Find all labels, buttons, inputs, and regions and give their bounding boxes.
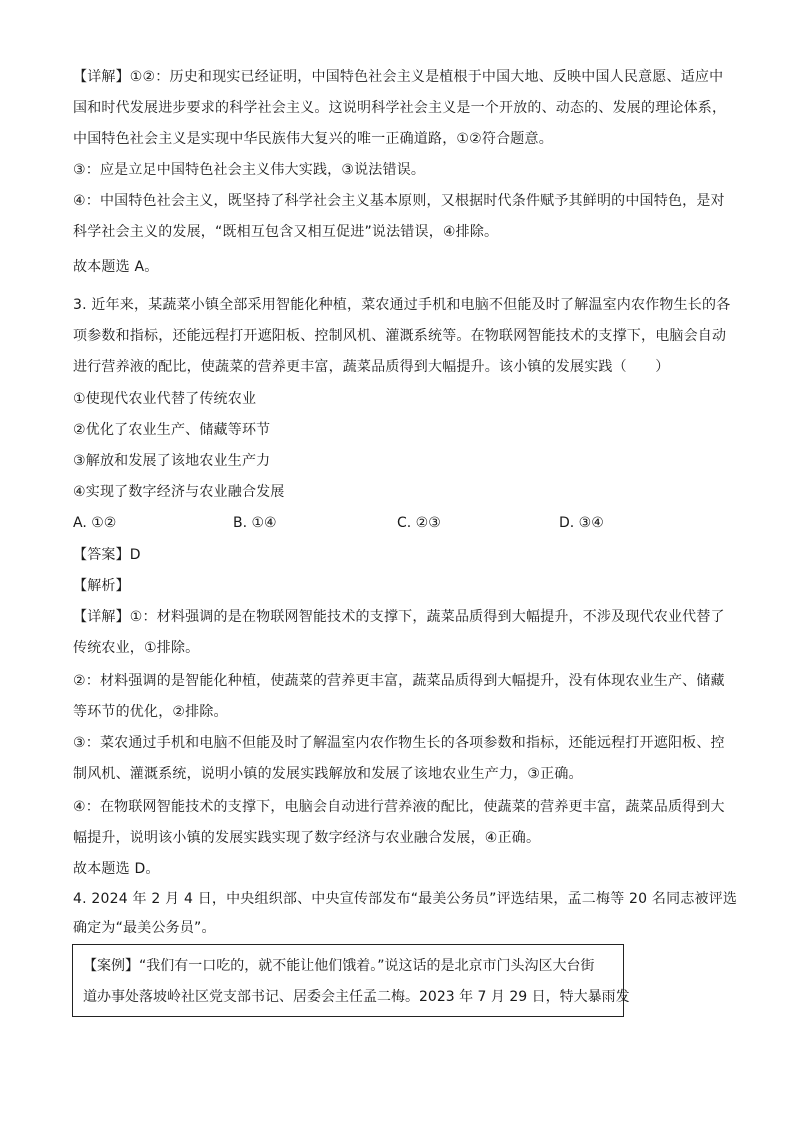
option-c: C. ②③ xyxy=(397,515,441,531)
question-3-analysis-label: 【解析】 xyxy=(73,578,130,594)
question-4-stem-line-1: 4. 2024 年 2 月 4 日，中央组织部、中央宣传部发布“最美公务员”评选结果，孟二梅等 20 名同志被评选 xyxy=(73,891,738,907)
option-b: B. ①④ xyxy=(233,515,277,531)
statement-4: ④实现了数字经济与农业融合发展 xyxy=(73,484,285,500)
question-3-stem-line-2: 项参数和指标，还能远程打开遮阳板、控制风机、灌溉系统等。在物联网智能技术的支撑下，电脑会自动 xyxy=(73,328,727,344)
detail-conclusion: 故本题选 A。 xyxy=(73,259,159,275)
analysis-conclusion: 故本题选 D。 xyxy=(73,861,160,877)
analysis-line-8: 幅提升，说明该小镇的发展实践实现了数字经济与农业融合发展，④正确。 xyxy=(73,830,541,846)
question-3-options xyxy=(73,508,723,539)
case-line-2: 道办事处落坡岭社区党支部书记、居委会主任孟二梅。2023 年 7 月 29 日，特大暴雨发 xyxy=(83,989,630,1005)
analysis-line-2: 传统农业，①排除。 xyxy=(73,640,200,656)
analysis-line-1: 【详解】①：材料强调的是在物联网智能技术的支撑下，蔬菜品质得到大幅提升，不涉及现代农业代替了 xyxy=(73,609,725,625)
statement-2: ②优化了农业生产、储藏等环节 xyxy=(73,422,271,438)
analysis-line-6: 制风机、灌溉系统，说明小镇的发展实践解放和发展了该地农业生产力，③正确。 xyxy=(73,766,583,782)
detail-line-1: 【详解】①②：历史和现实已经证明，中国特色社会主义是植根于中国大地、反映中国人民意愿、适应中 xyxy=(73,69,724,85)
analysis-line-7: ④：在物联网智能技术的支撑下，电脑会自动进行营养液的配比，使蔬菜的营养更丰富，蔬菜品质得到大 xyxy=(73,799,725,815)
statement-3: ③解放和发展了该地农业生产力 xyxy=(73,453,271,469)
option-d: D. ③④ xyxy=(559,515,604,531)
analysis-line-4: 等环节的优化，②排除。 xyxy=(73,704,228,720)
question-3-answer: 【答案】D xyxy=(73,547,141,563)
question-4-stem-line-2: 确定为“最美公务员”。 xyxy=(73,920,216,936)
detail-line-6: 科学社会主义的发展，“既相互包含又相互促进”说法错误，④排除。 xyxy=(73,224,499,240)
question-3-stem-line-3: 进行营养液的配比，使蔬菜的营养更丰富，蔬菜品质得到大幅提升。该小镇的发展实践（ ） xyxy=(73,359,670,375)
detail-line-3: 中国特色社会主义是实现中华民族伟大复兴的唯一正确道路，①②符合题意。 xyxy=(73,131,553,147)
case-box xyxy=(72,944,630,1017)
analysis-line-3: ②：材料强调的是智能化种植，使蔬菜的营养更丰富，蔬菜品质得到大幅提升，没有体现农业生产、储藏 xyxy=(73,673,725,689)
detail-line-5: ④：中国特色社会主义，既坚持了科学社会主义基本原则，又根据时代条件赋予其鲜明的中国特色，是对 xyxy=(73,193,725,209)
statement-1: ①使现代农业代替了传统农业 xyxy=(73,391,257,407)
case-line-1: 【案例】“我们有一口吃的，就不能让他们饿着。”说这话的是北京市门头沟区大台街 xyxy=(83,958,595,974)
analysis-line-5: ③：菜农通过手机和电脑不但能及时了解温室内农作物生长的各项参数和指标，还能远程打开遮阳板、控 xyxy=(73,735,725,751)
detail-line-2: 国和时代发展进步要求的科学社会主义。这说明科学社会主义是一个开放的、动态的、发展的理论体系， xyxy=(73,100,727,116)
detail-line-4: ③：应是立足中国特色社会主义伟大实践，③说法错误。 xyxy=(73,162,426,178)
question-3-stem-line-1: 3. 近年来，某蔬菜小镇全部采用智能化种植，菜农通过手机和电脑不但能及时了解温室内农作物生长的各 xyxy=(73,297,731,313)
option-a: A. ①② xyxy=(73,515,117,531)
